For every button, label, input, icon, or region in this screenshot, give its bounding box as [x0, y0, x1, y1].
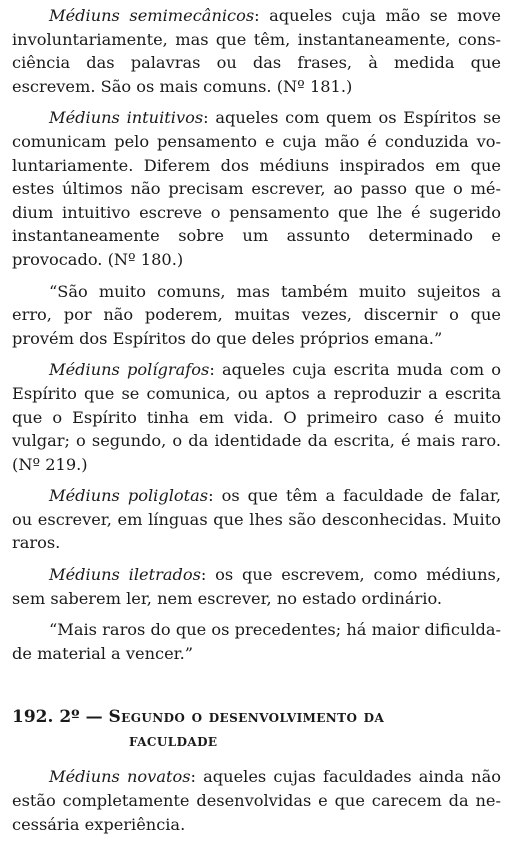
text-iletrados: : os que escrevem, como médiuns, sem saberem ler, nem escrever, no estado ordinário.	[12, 565, 501, 608]
text-quote-comuns: “São muito comuns, mas também muito sujeitos a erro, por não poderem, muitas vezes, discernir o que provém dos Espíritos do que deles próprios emana.”	[12, 281, 501, 348]
term-novatos: Médiuns novatos	[49, 767, 191, 787]
term-poliglotas: Médiuns poliglotas	[49, 486, 209, 506]
paragraph-quote-comuns	[12, 280, 501, 351]
paragraph-iletrados	[12, 563, 501, 610]
text-semimecanicos: : aqueles cuja mão se move involuntariamente, mas que têm, instantaneamente, consciência das palavras ou das frases, à medida que escrevem. São os mais comuns. (Nº 181.)	[12, 6, 501, 96]
term-iletrados: Médiuns iletrados	[49, 565, 201, 585]
paragraph-semimecanicos	[12, 4, 501, 98]
term-poligrafos: Médiuns polígrafos	[49, 360, 210, 380]
paragraph-intuitivos	[12, 106, 501, 271]
text-poliglotas: : os que têm a faculdade de falar, ou escrever, em línguas que lhes são desconhecidas. Muito raros.	[12, 486, 501, 553]
section-number: 192. 2º —	[12, 707, 103, 728]
term-semimecanicos: Médiuns semimecânicos	[49, 6, 255, 25]
book-page	[12, 4, 501, 844]
text-intuitivos: : aqueles com quem os Espíritos se comunicam pelo pensamento e cuja mão é conduzida voluntariamente. Diferem dos médiuns inspirados em que estes últimos não precisam escrever, ao passo que o médium intuitivo escreve o pensamento que lhe é sugerido instantaneamente sobre um assunto determinado e provocado. (Nº 180.)	[12, 108, 501, 269]
paragraph-poliglotas	[12, 484, 501, 555]
term-intuitivos: Médiuns intuitivos	[49, 108, 204, 128]
section-title-line2: faculdade	[129, 731, 218, 752]
text-quote-raros: “Mais raros do que os precedentes; há maior dificuldade material a vencer.”	[12, 620, 501, 663]
text-poligrafos: : aqueles cuja escrita muda com o Espírito que se comunica, ou aptos a reproduzir a escrita que o Espírito tinha em vida. O primeiro caso é muito vulgar; o segundo, o da identidade da escrita, é mais raro. (Nº 219.)	[12, 360, 501, 474]
paragraph-poligrafos	[12, 358, 501, 476]
section-title-line1: Segundo o desenvolvimento da	[108, 707, 385, 728]
section-heading	[12, 705, 501, 753]
paragraph-novatos	[12, 765, 501, 836]
paragraph-quote-raros	[12, 618, 501, 665]
text-novatos: : aqueles cujas faculdades ainda não estão completamente desenvolvidas e que carecem da necessária experiência.	[12, 767, 501, 834]
